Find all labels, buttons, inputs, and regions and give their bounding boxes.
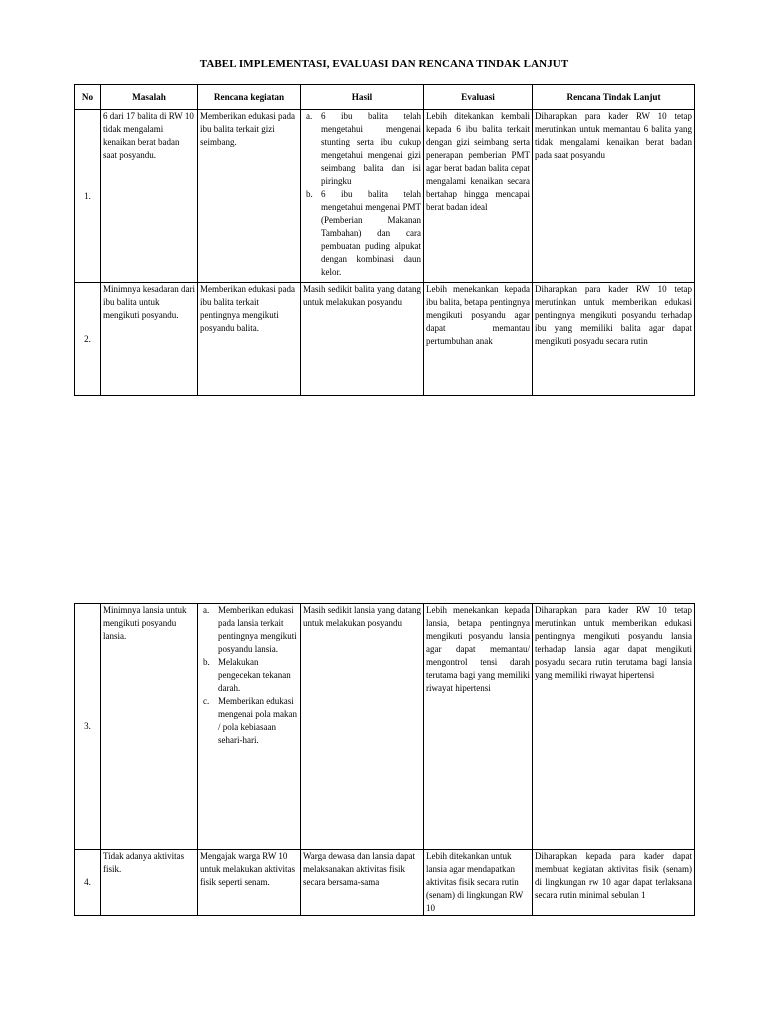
table-row: [75, 283, 695, 396]
implementation-table-part-2: [74, 603, 695, 916]
cell-hasil: Masih sedikit lansia yang datang untuk melakukan posyandu: [301, 604, 424, 850]
cell-hasil: [301, 110, 424, 283]
cell-evaluasi: Lebih ditekankan kembali kepada 6 ibu balita terkait dengan gizi seimbang serta penerapan pemberian PMT agar berat badan balita cepat mengalami kenaikan secara bertahap hingga mencapai berat badan ideal: [424, 110, 533, 283]
cell-masalah: Tidak adanya aktivitas fisik.: [101, 850, 198, 916]
header-hasil: Hasil: [301, 85, 424, 110]
cell-masalah: Minimnya kesadaran dari ibu balita untuk mengikuti posyandu.: [101, 283, 198, 396]
row-number: 4.: [75, 850, 101, 916]
cell-rencana: Memberikan edukasi pada ibu balita terkait gizi seimbang.: [198, 110, 301, 283]
list-item: c. Memberikan edukasi mengenai pola makan / pola kebiasaan sehari-hari.: [203, 696, 297, 745]
header-evaluasi: Evaluasi: [424, 85, 533, 110]
header-masalah: Masalah: [101, 85, 198, 110]
header-rencana-kegiatan: Rencana kegiatan: [198, 85, 301, 110]
cell-hasil: Warga dewasa dan lansia dapat melaksanakan aktivitas fisik secara bersama-sama: [301, 850, 424, 916]
table-header-row: [75, 85, 695, 110]
header-rencana-tindak-lanjut: Rencana Tindak Lanjut: [533, 85, 695, 110]
cell-tindak-lanjut: Diharapkan para kader RW 10 tetap merutinkan untuk memantau 6 balita yang tidak mengalami kenaikan berat badan pada saat posyandu: [533, 110, 695, 283]
table-row: [75, 604, 695, 850]
table-row: [75, 110, 695, 283]
row-number: 2.: [75, 283, 101, 396]
document-title: TABEL IMPLEMENTASI, EVALUASI DAN RENCANA TINDAK LANJUT: [199, 58, 569, 70]
cell-tindak-lanjut: Diharapkan para kader RW 10 tetap merutinkan untuk memberikan edukasi pentingnya mengikuti posyandu terhadap ibu yang memiliki balita agar dapat mengikuti posyadu secara rutin: [533, 283, 695, 396]
list-item: a. Memberikan edukasi pada lansia terkait pentingnya mengikuti posyandu lansia.: [203, 605, 297, 654]
cell-evaluasi: Lebih menekankan kepada lansia, betapa pentingnya mengikuti posyandu lansia agar dapat memantau/ mengontrol tensi darah terutama bagi yang memiliki riwayat hipertensi: [424, 604, 533, 850]
cell-rencana: Mengajak warga RW 10 untuk melakukan aktivitas fisik seperti senam.: [198, 850, 301, 916]
row-number: 1.: [75, 110, 101, 283]
cell-tindak-lanjut: Diharapkan kepada para kader dapat membuat kegiatan aktivitas fisik (senam) di lingkungan rw 10 agar dapat terlaksana secara rutin minimal sebulan 1: [533, 850, 695, 916]
cell-masalah: Minimnya lansia untuk mengikuti posyandu lansia.: [101, 604, 198, 850]
cell-hasil: Masih sedikit balita yang datang untuk melakukan posyandu: [301, 283, 424, 396]
cell-evaluasi: Lebih menekankan kepada ibu balita, betapa pentingnya mengikuti posyandu agar dapat memantau pertumbuhan anak: [424, 283, 533, 396]
cell-masalah: 6 dari 17 balita di RW 10 tidak mengalami kenaikan berat badan saat posyandu.: [101, 110, 198, 283]
list-item: b. 6 ibu balita telah mengetahui mengenai PMT (Pemberian Makanan Tambahan) dan cara pembuatan puding alpukat dengan kombinasi daun kelor.: [306, 189, 421, 277]
implementation-table-part-1: [74, 84, 695, 396]
cell-rencana: Memberikan edukasi pada ibu balita terkait pentingnya mengikuti posyandu balita.: [198, 283, 301, 396]
cell-evaluasi: Lebih ditekankan untuk lansia agar mendapatkan aktivitas fisik secara rutin (senam) di lingkungan RW 10: [424, 850, 533, 916]
list-item: a. 6 ibu balita telah mengetahui mengenai stunting serta ibu cukup mengetahui mengenai gizi seimbang balita dan isi piringku: [306, 111, 421, 186]
cell-tindak-lanjut: Diharapkan para kader RW 10 tetap merutinkan untuk memberikan edukasi pentingnya mengikuti posyandu lansia terhadap lansia agar dapat mengikuti posyadu secara rutin terutama bagi lansia yang memiliki riwayat hipertensi: [533, 604, 695, 850]
table-row: [75, 850, 695, 916]
list-item: b. Melakukan pengecekan tekanan darah.: [203, 657, 291, 693]
cell-rencana: [198, 604, 301, 850]
header-no: No: [75, 85, 101, 110]
row-number: 3.: [75, 604, 101, 850]
